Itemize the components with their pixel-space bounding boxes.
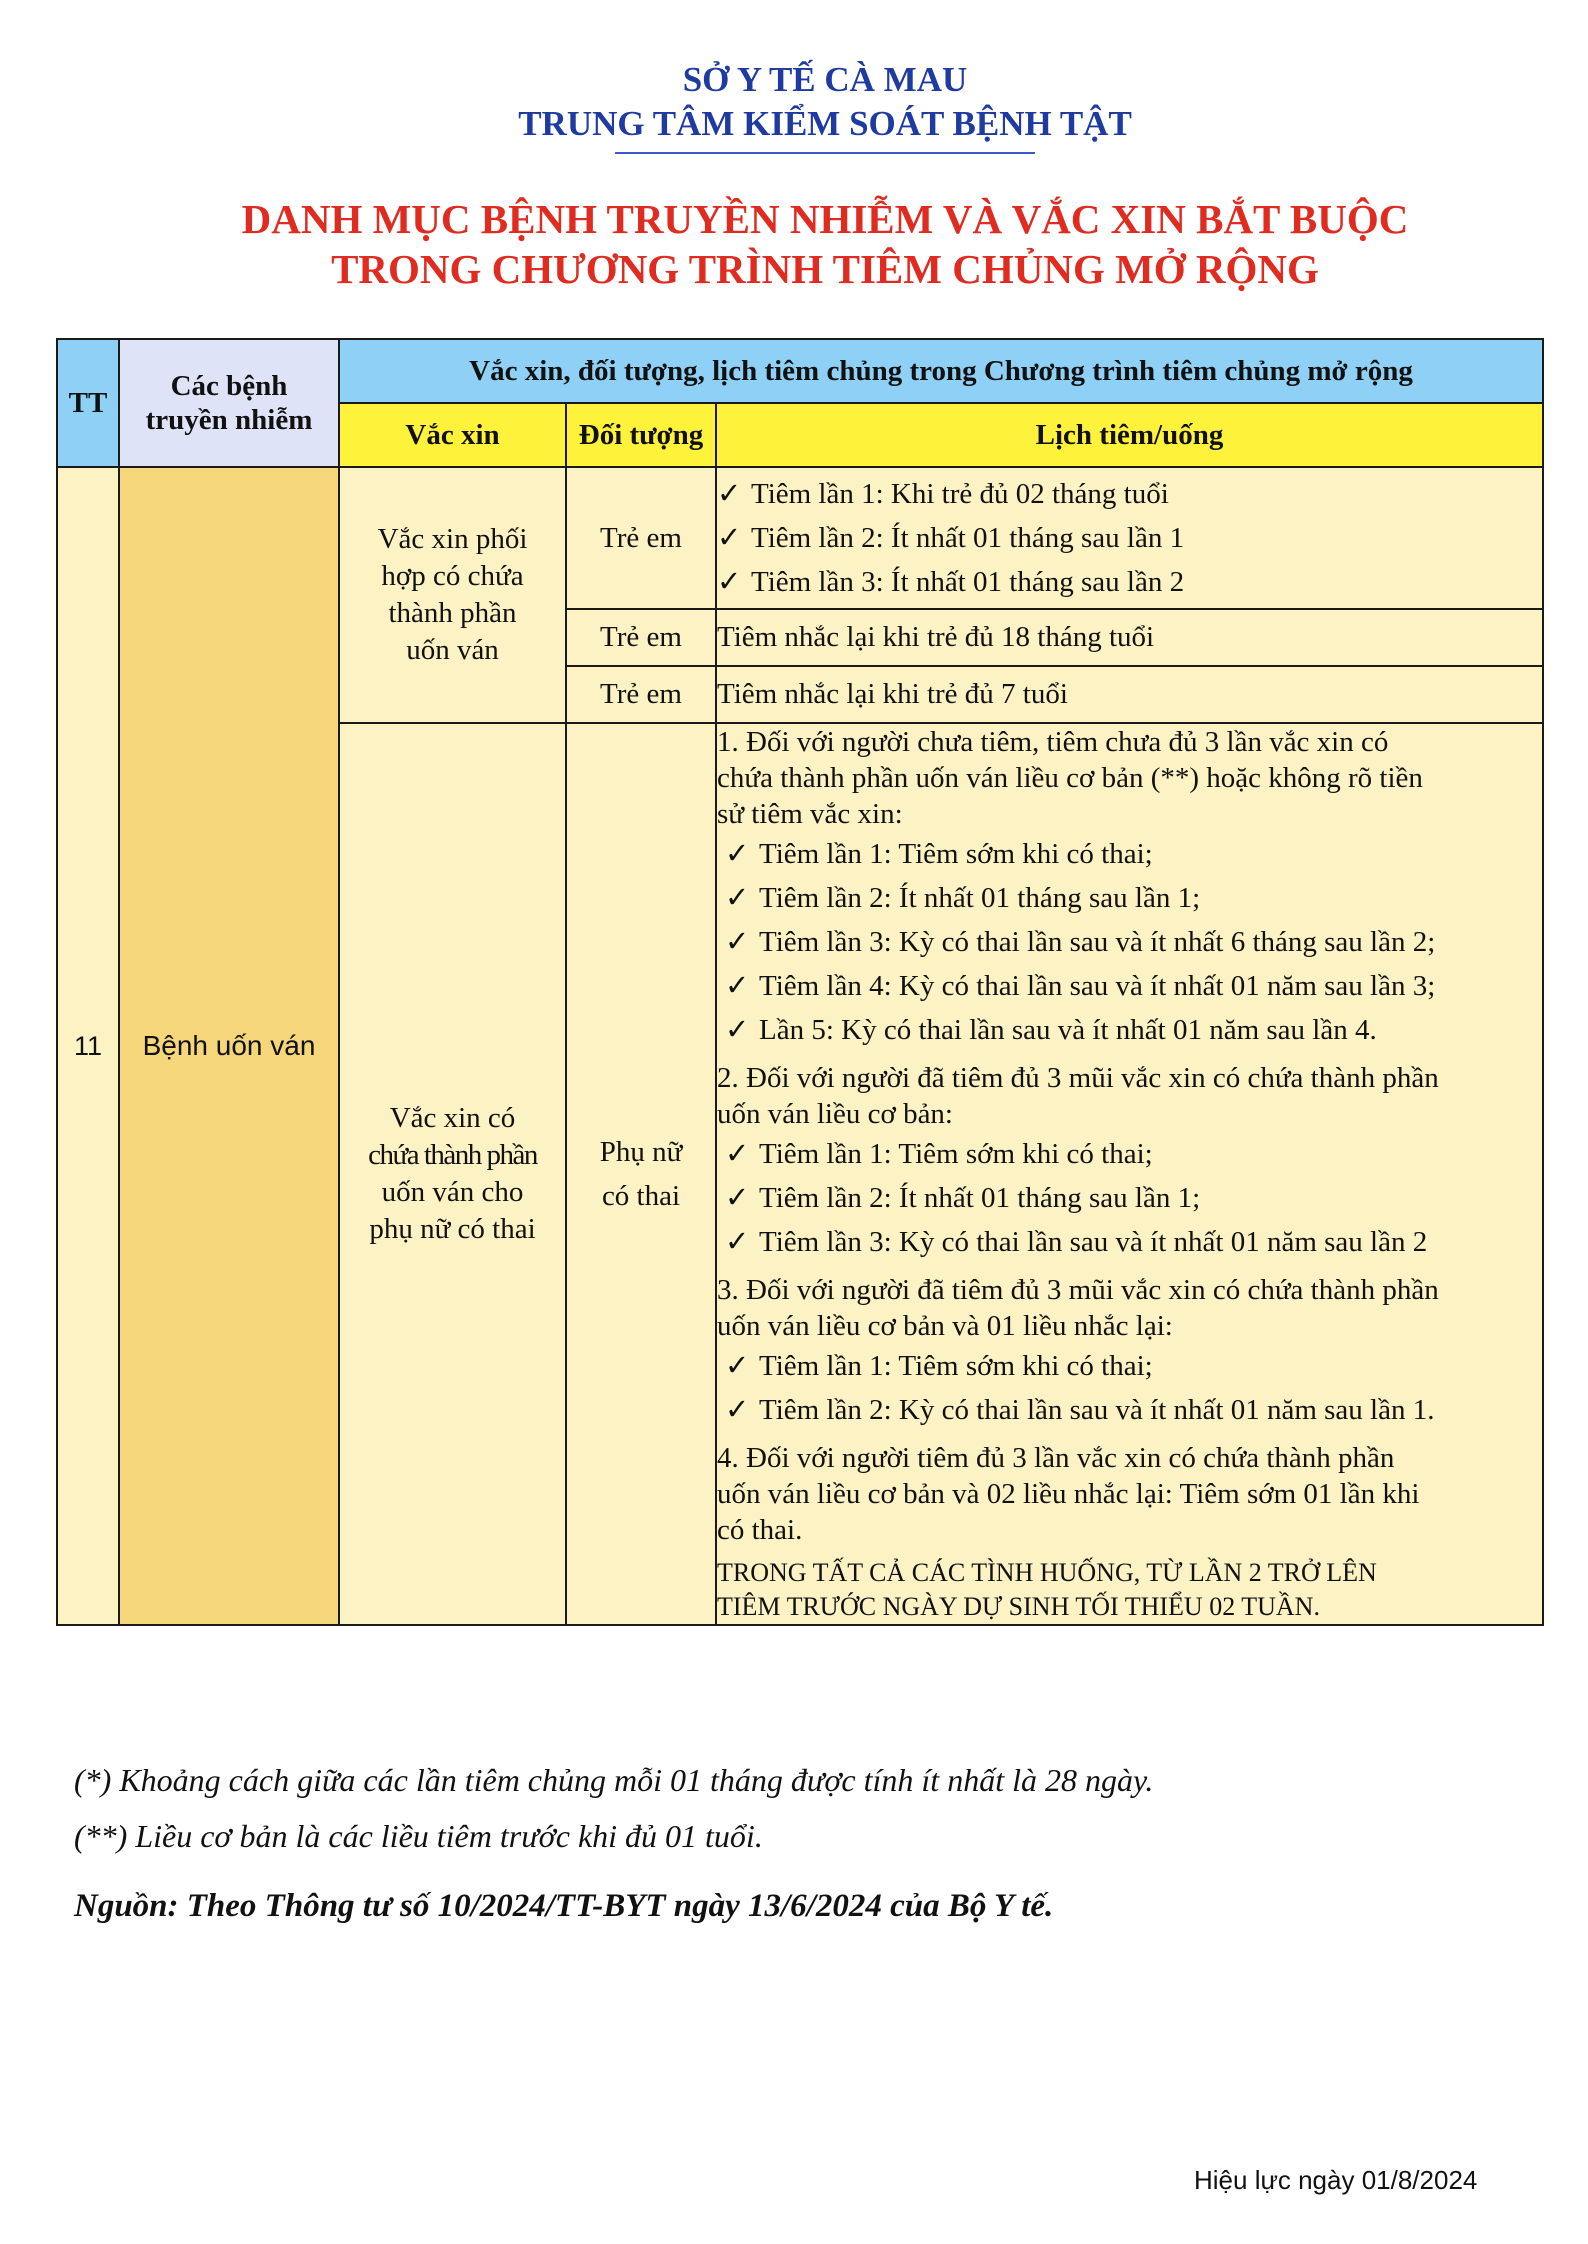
list-item: ✓ Tiêm lần 3: Ít nhất 01 tháng sau lần 2 xyxy=(717,560,1542,604)
vaccine2-line: chứa thành phần xyxy=(368,1139,537,1171)
list-item: ✓ Tiêm lần 4: Kỳ có thai lần sau và ít nhất 01 năm sau lần 3; xyxy=(717,964,1542,1008)
vaccine-pregnant xyxy=(339,723,566,1625)
list-item: ✓ Tiêm lần 2: Ít nhất 01 tháng sau lần 1 xyxy=(717,516,1542,560)
check-icon: ✓ xyxy=(725,1014,750,1046)
disease-name: Bệnh uốn ván xyxy=(119,467,339,1625)
booster-7-years: Tiêm nhắc lại khi trẻ đủ 7 tuổi xyxy=(716,666,1543,723)
footnotes xyxy=(74,1752,1153,1864)
check-icon: ✓ xyxy=(725,1182,750,1214)
check-icon: ✓ xyxy=(725,1226,750,1258)
check-icon: ✓ xyxy=(725,1138,750,1170)
pregnant-schedule xyxy=(716,723,1543,1625)
org-name-line1: SỞ Y TẾ CÀ MAU xyxy=(682,60,968,99)
vaccine1-line: thành phần xyxy=(388,597,517,629)
col-header-target: Đối tượng xyxy=(566,403,716,467)
effective-date: Hiệu lực ngày 01/8/2024 xyxy=(1194,2165,1478,2195)
check-icon: ✓ xyxy=(725,970,750,1002)
table-header-row-1 xyxy=(57,339,1543,403)
target-pregnant-l1: Phụ nữ xyxy=(599,1136,683,1168)
col-header-tt: TT xyxy=(57,339,119,467)
title-line2: TRONG CHƯƠNG TRÌNH TIÊM CHỦNG MỞ RỘNG xyxy=(331,246,1319,292)
list-item: ✓ Tiêm lần 1: Tiêm sớm khi có thai; xyxy=(717,1344,1542,1388)
list-item: ✓ Tiêm lần 1: Tiêm sớm khi có thai; xyxy=(717,832,1542,876)
check-icon: ✓ xyxy=(725,838,750,870)
col-header-schedule: Lịch tiêm/uống xyxy=(716,403,1543,467)
list-item: ✓ Tiêm lần 1: Khi trẻ đủ 02 tháng tuổi xyxy=(717,472,1542,516)
row-number: 11 xyxy=(57,467,119,1625)
document-title xyxy=(0,194,1588,294)
col-header-vaccine: Vắc xin xyxy=(339,403,566,467)
source-citation: Nguồn: Theo Thông tư số 10/2024/TT-BYT ngày 13/6/2024 của Bộ Y tế. xyxy=(74,1888,1054,1924)
check-icon: ✓ xyxy=(717,478,742,510)
vaccine2-line: phụ nữ có thai xyxy=(369,1213,536,1245)
col-header-disease xyxy=(119,339,339,467)
check-icon: ✓ xyxy=(725,882,750,914)
col-header-group: Vắc xin, đối tượng, lịch tiêm chủng trong Chương trình tiêm chủng mở rộng xyxy=(339,339,1543,403)
vaccine-combined xyxy=(339,467,566,723)
vaccine2-line: uốn ván cho xyxy=(381,1176,524,1208)
list-item: ✓ Tiêm lần 2: Kỳ có thai lần sau và ít nhất 01 năm sau lần 1. xyxy=(717,1388,1542,1432)
footnote-2: (**) Liều cơ bản là các liều tiêm trước khi đủ 01 tuổi. xyxy=(74,1818,763,1854)
target-child-primary: Trẻ em xyxy=(566,467,716,609)
vaccine-schedule-table xyxy=(56,338,1544,1626)
list-item: ✓ Tiêm lần 3: Kỳ có thai lần sau và ít nhất 6 tháng sau lần 2; xyxy=(717,920,1542,964)
list-item: ✓ Tiêm lần 1: Tiêm sớm khi có thai; xyxy=(717,1132,1542,1176)
list-item: ✓ Lần 5: Kỳ có thai lần sau và ít nhất 01 năm sau lần 4. xyxy=(717,1008,1542,1052)
check-icon: ✓ xyxy=(725,926,750,958)
case-4: 4. Đối với người tiêm đủ 3 lần vắc xin có chứa thành phần uốn ván liều cơ bản và 02 liều nhắc lại: Tiêm sớm 01 lần khi có thai. xyxy=(717,1442,1420,1546)
target-child-booster-7y: Trẻ em xyxy=(566,666,716,723)
col-header-disease-l2: truyền nhiễm xyxy=(145,404,313,436)
target-pregnant-l2: có thai xyxy=(601,1180,681,1212)
check-icon: ✓ xyxy=(717,522,742,554)
vaccine2-line: Vắc xin có xyxy=(389,1102,516,1134)
col-header-disease-l1: Các bệnh xyxy=(170,370,288,402)
target-child-booster-18m: Trẻ em xyxy=(566,609,716,666)
case-3: 3. Đối với người đã tiêm đủ 3 mũi vắc xin có chứa thành phần uốn ván liều cơ bản và 01 liều nhắc lại: ✓ Tiêm lần 1: Tiêm sớm khi có thai; ✓ Tiêm lần 2: Kỳ có thai lần sau và ít nhất 01 năm sau lần 1. xyxy=(717,1272,1542,1432)
booster-18-months: Tiêm nhắc lại khi trẻ đủ 18 tháng tuổi xyxy=(716,609,1543,666)
list-item: ✓ Tiêm lần 3: Kỳ có thai lần sau và ít nhất 01 năm sau lần 2 xyxy=(717,1220,1542,1264)
all-cases-note: TRONG TẤT CẢ CÁC TÌNH HUỐNG, TỪ LẦN 2 TRỞ LÊN TIÊM TRƯỚC NGÀY DỰ SINH TỐI THIỂU 02 TUẦN. xyxy=(717,1558,1377,1621)
vaccine1-line: uốn ván xyxy=(406,634,499,666)
check-icon: ✓ xyxy=(725,1394,750,1426)
org-name-line2: TRUNG TÂM KIỂM SOÁT BỆNH TẬT xyxy=(518,104,1132,143)
table-row xyxy=(57,467,1543,609)
vaccine1-line: hợp có chứa xyxy=(381,560,524,592)
footnote-1: (*) Khoảng cách giữa các lần tiêm chủng mỗi 01 tháng được tính ít nhất là 28 ngày. xyxy=(74,1762,1154,1798)
case-1: 1. Đối với người chưa tiêm, tiêm chưa đủ 3 lần vắc xin có chứa thành phần uốn ván liều cơ bản (**) hoặc không rõ tiền sử tiêm vắc xin: ✓ Tiêm lần 1: Tiêm sớm khi có thai; ✓ Tiêm lần 2: Ít nhất 01 tháng sau lần 1; ✓ Tiêm lần 3: Kỳ có thai lần sau và ít nhất 6 tháng sau lần 2; ✓ Tiêm lần 4: Kỳ có thai lần sau và ít nhất 01 năm sau lần 3; ✓ Lần 5: Kỳ có thai lần sau và ít nhất 01 năm sau lần 4. xyxy=(717,724,1542,1052)
check-icon: ✓ xyxy=(717,566,742,598)
list-item: ✓ Tiêm lần 2: Ít nhất 01 tháng sau lần 1; xyxy=(717,1176,1542,1220)
list-item: ✓ Tiêm lần 2: Ít nhất 01 tháng sau lần 1; xyxy=(717,876,1542,920)
document-header xyxy=(0,58,1588,294)
child-primary-schedule xyxy=(716,467,1543,609)
title-line1: DANH MỤC BỆNH TRUYỀN NHIỄM VÀ VẮC XIN BẮT BUỘC xyxy=(241,196,1409,242)
check-icon: ✓ xyxy=(725,1350,750,1382)
vaccine1-line: Vắc xin phối xyxy=(377,523,528,555)
header-divider xyxy=(615,152,1035,154)
target-pregnant xyxy=(566,723,716,1625)
case-2: 2. Đối với người đã tiêm đủ 3 mũi vắc xin có chứa thành phần uốn ván liều cơ bản: ✓ Tiêm lần 1: Tiêm sớm khi có thai; ✓ Tiêm lần 2: Ít nhất 01 tháng sau lần 1; ✓ Tiêm lần 3: Kỳ có thai lần sau và ít nhất 01 năm sau lần 2 xyxy=(717,1060,1542,1264)
